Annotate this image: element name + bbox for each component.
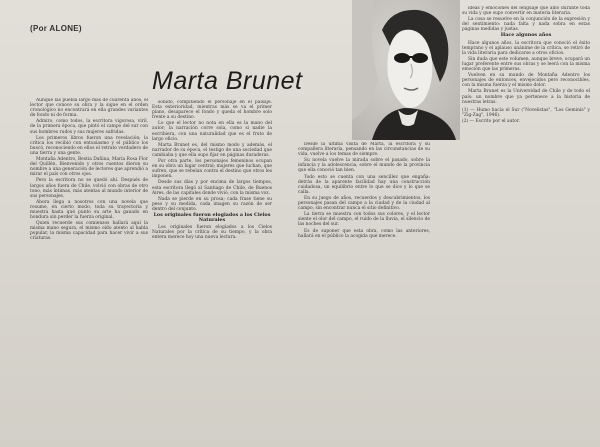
- paragraph: La cosa se resuelve en la conjunción de la expresión y del sentimiento: nada falta y nada sobra en estas páginas medidas y justas.: [462, 17, 590, 33]
- paragraph: Aunque las puebla largo más de cuarenta años, el lector que conoce su obra y la sigue en el orden cronológico no encontrará en ella grandes variantes de fondo ni de forma.: [30, 98, 148, 119]
- paragraph: Admiro, como todos, la escritora vigorosa, viril, de la primera época, que pintó el campo del sur con sus hombres rudos y sus mujeres sufridas.: [30, 119, 148, 135]
- paragraph: Es de suponer que esta obra, como las anteriores, hallará en el público la acogida que merece.: [298, 228, 430, 239]
- paragraph: Todo esto se cuenta con una sencillez que engaña: detrás de la aparente facilidad hay una construcción cuidadosa, un equilibrio entre lo que se dice y lo que se calla.: [298, 174, 430, 195]
- article-column-4: [462, 6, 590, 430]
- subheading: Hace algunos años: [500, 32, 552, 39]
- paragraph: Ahora llega a nosotros con una novela que resume, en cierto modo, toda su trayectoria y muestra hasta qué punto su arte ha ganado en hondura sin perder la fuerza original.: [30, 199, 148, 221]
- paragraph: Marta Brunet es, del mismo modo y además, el narrador de su época, el testigo de una sociedad que cambiaba y que ella supo fijar en páginas duraderas.: [152, 142, 272, 158]
- paragraph: Hace algunos años, la escritora que conoció el éxito temprano y el aplauso unánime de la crítica, se retiró de la vida literaria para dedicarse a otros oficios.: [462, 40, 590, 56]
- paragraph: Lo que el lector no nota en ella es la mano del autor; la narración corre sola, como si nadie la escribiera, con una naturalidad que es el fruto de largo oficio.: [152, 121, 272, 142]
- paragraph: Vuelven en su mundo de Montaña Adentro los personajes de entonces, envejecidos pero reconocibles, con la misma fuerza y el mismo dolor.: [462, 73, 590, 89]
- paragraph: Marta Brunet es la Universidad de Chile y de todo el país: un nombre que ya pertenece a la historia de nuestras letras.: [462, 89, 590, 105]
- footnote: (2) — Escrito por el autor.: [462, 118, 520, 124]
- paragraph: Los primeros libros fueron una revelación; la crítica los recibió con entusiasmo y el público los buscó, reconociendo en ellos el retrato verdadero de una tierra y una gente.: [30, 135, 148, 156]
- paragraph: Los originales fueron elogiados a los Cielos Naturales por la crítica de su tiempo, y la obra entera merece hoy una nueva lectura.: [152, 225, 272, 241]
- subheading: Los originales fueron elogiados a los Cielos Naturales: [153, 211, 271, 224]
- paragraph: Por otra parte, los personajes femeninos ocupan en su obra un lugar central; mujeres que luchan, que sufren, que se rebelan contra el destino que otros les imponen.: [152, 159, 272, 180]
- paragraph: Montaña Adentro, Bestia Dañina, María Rosa Flor del Quillén, Bienvenido y otros cuentos dieron su nombre a una generación de lectores que aprendió a mirar el país con otros ojos.: [30, 157, 148, 178]
- paragraph: En su juego de años, recuerdos y descubrimientos, los personajes pasan del campo a la ciudad y de la ciudad al campo, sin encontrar nunca el sitio definitivo.: [298, 195, 430, 212]
- portrait-photo: [352, 0, 460, 140]
- paragraph: Pero la escritora no se quedó ahí. Después de largos años fuera de Chile, volvió con obras de otro tono, más íntimas, más atentas al mundo interior de sus personajes.: [30, 178, 148, 199]
- paragraph: Su novela vuelve la mirada sobre el pasado, sobre la infancia y la adolescencia, sobre el mundo de la provincia que ella conoció tan bien.: [298, 158, 430, 174]
- paragraph: sonido, compitiendo el personaje en el paisaje. Esta exterioridad, mientras más se va el primer plano, desaparece el fondo y queda el hombre solo frente a su destino.: [152, 100, 272, 121]
- article-column-3: [298, 142, 430, 443]
- paragraph: La tierra se muestra con todos sus colores, y el lector siente el olor del campo, el ruido de la lluvia, el silencio de las noches del sur.: [298, 212, 430, 228]
- article-column-1: [30, 98, 148, 443]
- paragraph: Nada se pierde en su prosa; cada frase tiene su peso y su medida, cada imagen su razón de ser dentro del conjunto.: [152, 196, 272, 212]
- footnote: (1) — Humo hacia el Sur ("Novelistas", "Los Geminis" y "Zig-Zag", 1946).: [462, 107, 590, 118]
- paragraph: Quien recuerde sus comienzos hallará aquí la misma mano segura, el mismo oído atento al habla popular, la misma capacidad para hacer vivir a sus criaturas.: [30, 221, 148, 242]
- author-portrait: [352, 0, 460, 140]
- paragraph: Sin duda que este volumen, aunque breve, ocupará un lugar preferente entre sus obras y se leerá con la misma emoción que las primeras.: [462, 56, 590, 73]
- paragraph: Desde la última visita de Marta, la escritora y su compañera literaria, pensando en las circunstancias de su vida, vuelve a los temas de siempre.: [298, 142, 430, 158]
- paragraph: Desde sus días y por encima de largos tiempos, esta escritora llegó al Santiago de Chile, de Buenos Aires, de las capitales donde vivió, con la misma voz.: [152, 180, 272, 196]
- article-title: Marta Brunet: [152, 67, 303, 95]
- byline: (Por ALONE): [30, 24, 82, 33]
- article-column-2: [152, 100, 272, 443]
- paragraph: ideas y emociones del lenguaje que amó durante toda su vida y que supo convertir en materia literaria.: [462, 6, 590, 17]
